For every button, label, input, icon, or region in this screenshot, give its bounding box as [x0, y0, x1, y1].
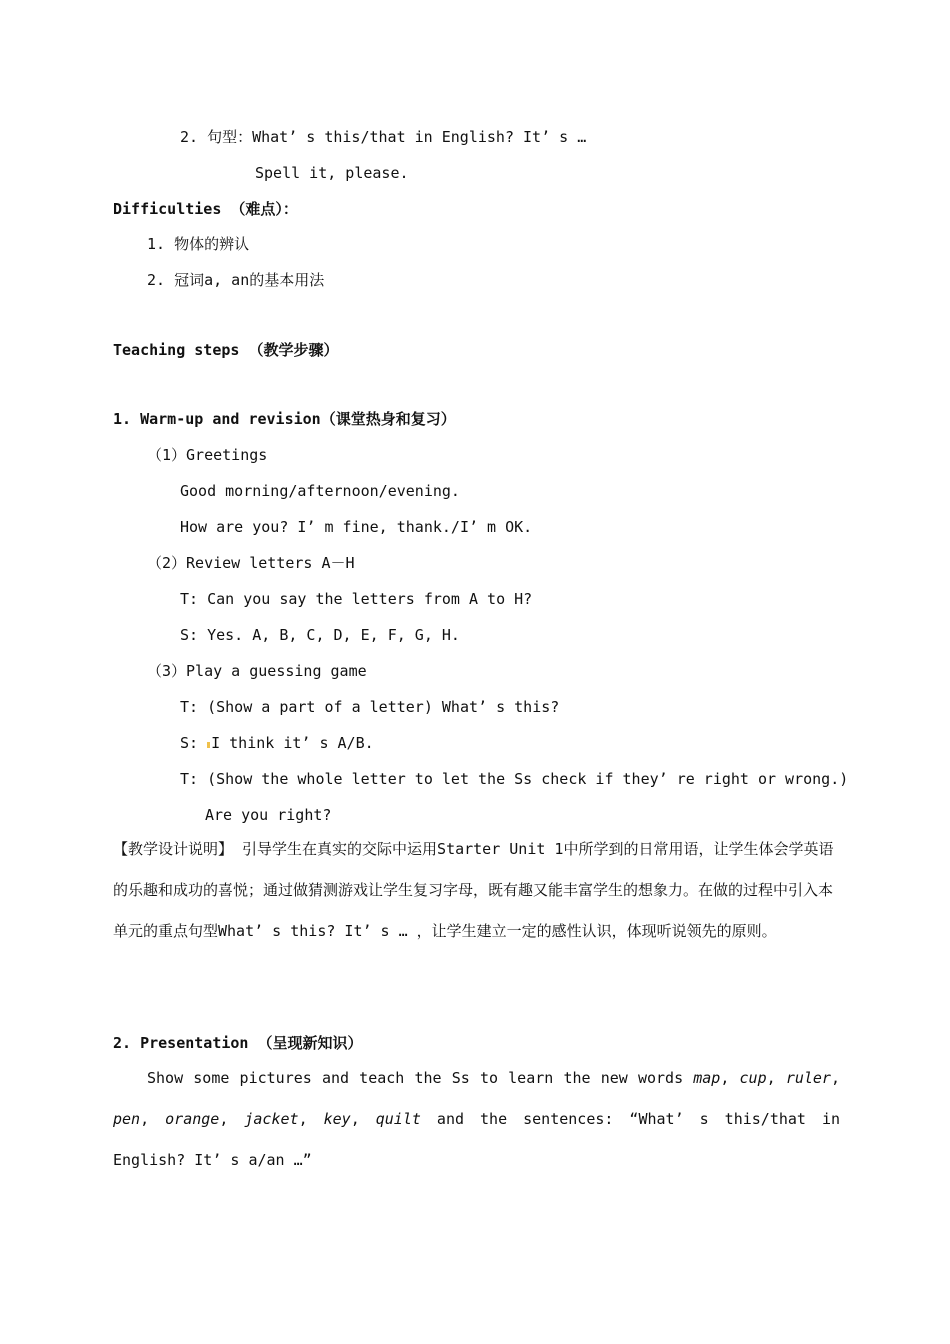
greeting-line: How are you? I’ m fine, thank./I’ m OK. [180, 518, 533, 536]
teaching-steps-heading: Teaching steps （教学步骤） [113, 341, 339, 359]
design-note: 【教学设计说明】 引导学生在真实的交际中运用Starter Unit 1中所学到的日常用语，让学生体会学英语的乐趣和成功的喜悦；通过做猜测游戏让学生复习字母，既有趣又能丰富学生的想象力。在做的过程中引入本单元的重点句型What’ s this? It’ s … ，让学生建立一定的感性认识，体现听说领先的原则。 [113, 840, 834, 940]
vocab-word: key [323, 1110, 351, 1128]
sentence-pattern-item: 2. 句型：What’ s this/that in English? It’ s … [180, 128, 587, 146]
spell-line: Spell it, please. [255, 164, 409, 182]
game-teacher-line: T: (Show the whole letter to let the Ss check if they’ re right or wrong.) [180, 770, 849, 788]
student-reply: I think it’ s A/B. [211, 734, 374, 752]
vocab-word: map [693, 1069, 721, 1087]
review-student-line: S: Yes. A, B, C, D, E, F, G, H. [180, 626, 460, 644]
vocab-word: ruler [785, 1069, 831, 1087]
warmup-heading: 1. Warm-up and revision（课堂热身和复习） [113, 410, 456, 428]
game-student-line [180, 733, 374, 753]
presentation-paragraph: Show some pictures and teach the Ss to learn the new words map, cup, ruler, pen, orange, jacket, key, quilt and the sentences: “What’ s this/that in English? It’ s a/an …” [113, 1069, 841, 1169]
difficulties-heading: Difficulties （难点）： [113, 200, 298, 218]
vocab-word: pen [113, 1110, 141, 1128]
game-title: （3）Play a guessing game [147, 662, 367, 680]
vocab-word: quilt [375, 1110, 421, 1128]
speaker-prefix: S: [180, 734, 208, 752]
review-title: （2）Review letters A－H [147, 554, 355, 572]
vocab-word: jacket [244, 1110, 299, 1128]
presentation-intro: Show some pictures and teach the Ss to learn the new words [147, 1069, 694, 1087]
difficulty-item: 1. 物体的辨认 [147, 235, 250, 253]
game-teacher-line-cont: Are you right? [205, 806, 332, 824]
review-teacher-line: T: Can you say the letters from A to H? [180, 590, 533, 608]
difficulty-item: 2. 冠词a, an的基本用法 [147, 271, 325, 289]
vocab-word: orange [165, 1110, 220, 1128]
presentation-tail: and the sentences: “What’ s this/that in English? It’ s a/an …” [113, 1110, 841, 1169]
game-teacher-line: T: (Show a part of a letter) What’ s this? [180, 698, 560, 716]
vocab-word: cup [739, 1069, 767, 1087]
greetings-title: （1）Greetings [147, 446, 268, 464]
edit-mark-icon [207, 742, 210, 748]
presentation-heading: 2. Presentation （呈现新知识） [113, 1034, 363, 1052]
greeting-line: Good morning/afternoon/evening. [180, 482, 460, 500]
